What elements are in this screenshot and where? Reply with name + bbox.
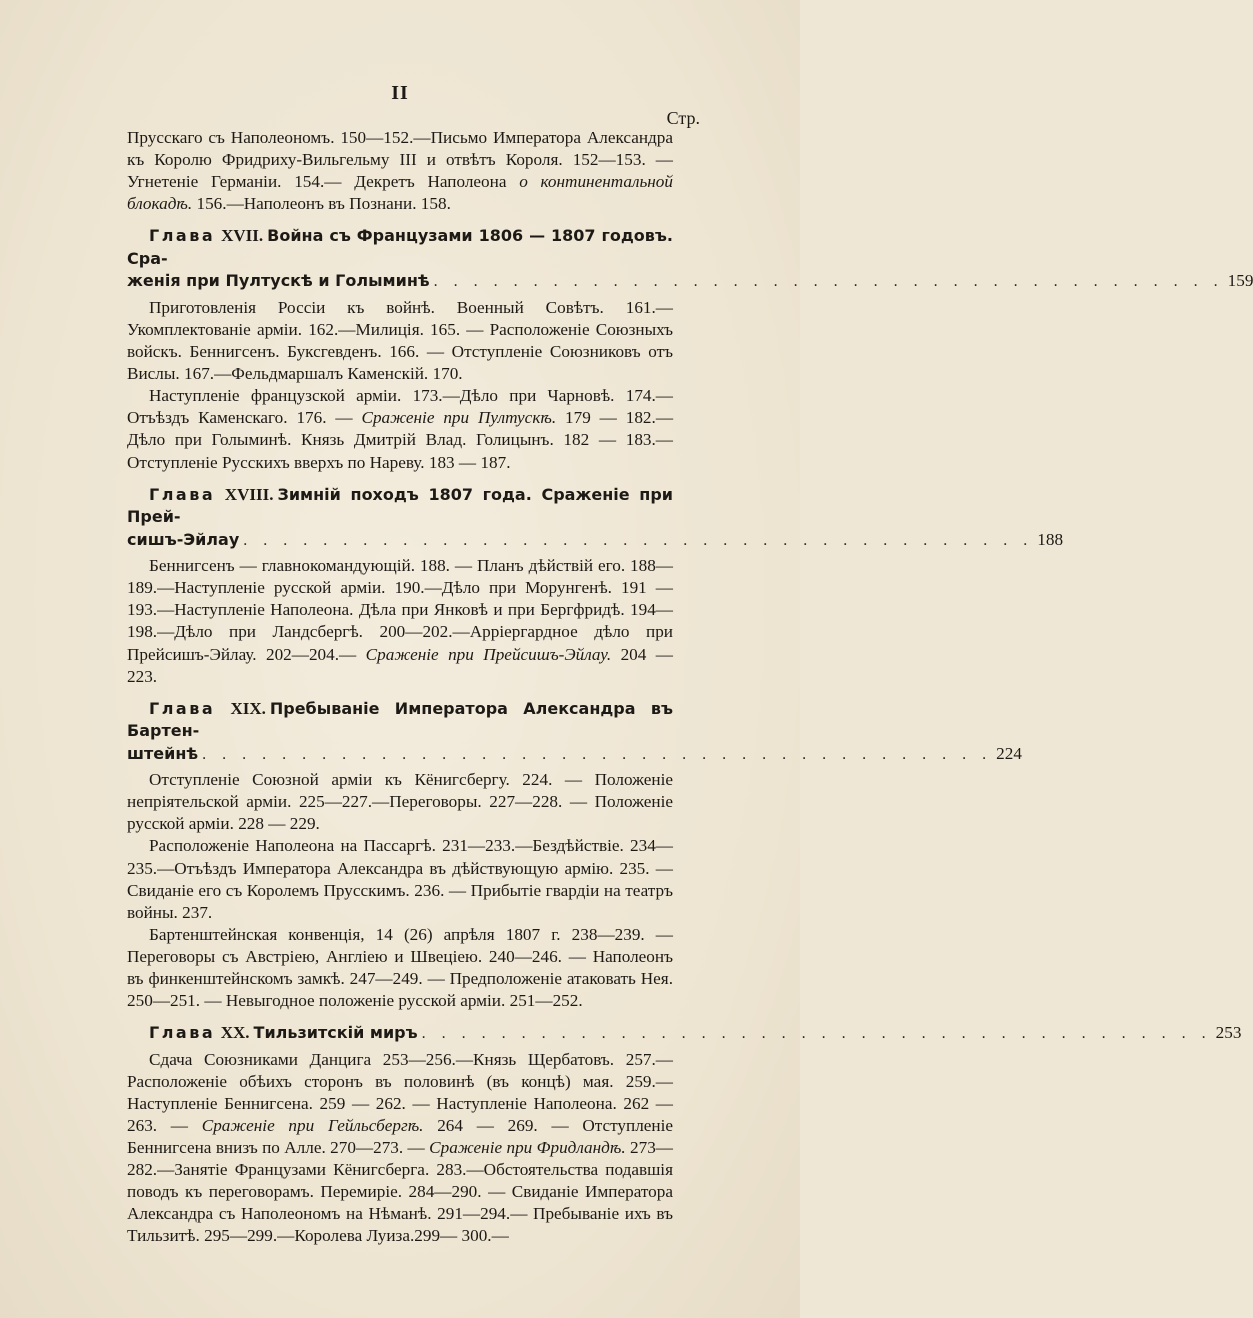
page-column-label: Стр.	[666, 108, 700, 128]
chapter-17-paragraph-2	[127, 385, 673, 473]
paragraph-text: Приготовленія Россіи къ войнѣ. Военный Совѣтъ. 161.—Укомплектованіе арміи. 162.—Милиція. 165. — Расположеніе Союзныхъ войскъ. Беннигсенъ. Буксгевденъ. 166. — Отступленіе Союзниковъ отъ Вислы. 167.—Фельдмаршалъ Каменскій. 170.	[127, 297, 673, 384]
chapter-title-tail-row	[127, 270, 1253, 294]
paragraph-text: 204 — 223.	[127, 644, 673, 686]
chapter-title-line1: Зимній походъ 1807 года. Сраженіе при Прей-	[127, 484, 673, 527]
chapter-title-line2: Тильзитскій миръ	[253, 1023, 418, 1043]
chapter-page-number: 253	[1215, 1023, 1242, 1043]
chapter-label: Глава	[149, 484, 216, 504]
chapter-page-number: 159	[1227, 271, 1253, 291]
chapter-page-number: 224	[996, 743, 1022, 763]
chapter-title-line1: Война съ Французами 1806 — 1807 годовъ. Сра-	[127, 226, 673, 268]
chapter-number: XVII.	[221, 226, 264, 246]
dot-leader: . . . . . . . . . . . . . . . . . . . . . . . . . . . . . . . . . . . . . . . .	[421, 1025, 1212, 1043]
paragraph-text: Отступленіе Союзной арміи къ Кёнигсбергу. 224. — Положеніе непріятельской арміи. 225—227.—Переговоры. 227—228. — Положеніе русской арміи. 228 — 229.	[127, 770, 673, 834]
dot-leader: . . . . . . . . . . . . . . . . . . . . . . . . . . . . . . . . . . . . . . . .	[202, 745, 993, 763]
battle-name-italic: Сраженіе при Гейльсбергѣ.	[201, 1116, 424, 1135]
chapter-20-paragraph-1	[127, 1049, 673, 1248]
chapter-heading-20	[127, 1022, 1242, 1046]
chapter-title-head	[127, 484, 673, 529]
chapter-page-number: 188	[1037, 529, 1064, 549]
chapter-title-head	[127, 698, 673, 743]
intro-paragraph	[127, 127, 673, 215]
paragraph-text: Бартенштейнская конвенція, 14 (26) апрѣля 1807 г. 238—239. — Переговоры съ Австріею, Англіею и Швеціею. 240—246. — Наполеонъ въ финкенштейнскомъ замкѣ. 247—249. — Предположеніе атаковать Нея. 250—251. — Невыгодное положеніе русской арміи. 251—252.	[127, 924, 673, 1011]
chapter-label: Глава	[149, 226, 216, 246]
paragraph-text: 179 — 182.— Дѣло при Голыминѣ. Князь Дмитрій Влад. Голицынъ. 182 — 183.— Отступленіе Русскихъ вверхъ по Нареву. 183 — 187.	[127, 408, 674, 472]
intro-italic-text: о континентальной блокадѣ.	[127, 172, 673, 214]
chapter-19-paragraph-3	[127, 924, 673, 1012]
chapter-number: XIX.	[230, 698, 266, 718]
intro-text-a: Прусскаго съ Наполеономъ. 150—152.—Письмо Императора Александра къ Королю Фридриху-Вильгельму III и отвѣтъ Короля. 152—153. — Угнетеніе Германіи. 154.— Декретъ Наполеона	[127, 128, 673, 192]
page-number: II	[391, 82, 409, 104]
dot-leader: . . . . . . . . . . . . . . . . . . . . . . . . . . . . . . . . . . . . . . . .	[433, 273, 1224, 291]
chapter-title-line	[127, 1022, 418, 1045]
chapter-number: XVIII.	[224, 484, 274, 504]
chapter-heading-19	[127, 698, 1022, 767]
dot-leader: . . . . . . . . . . . . . . . . . . . . . . . . . . . . . . . . . . . . . . . .	[243, 531, 1034, 549]
chapter-title-tail-row	[127, 529, 1064, 553]
chapter-label: Глава	[149, 698, 216, 718]
chapter-title-line1: Пребываніе Императора Александра въ Бартен-	[127, 698, 673, 741]
chapter-18-paragraph-1	[127, 555, 673, 688]
chapter-label: Глава	[149, 1023, 216, 1043]
paragraph-text: Наступленіе французской арміи. 173.—Дѣло при Чарновѣ. 174.— Отъѣздъ Каменскаго. 176. —	[127, 386, 673, 428]
chapter-19-paragraph-1	[127, 769, 673, 835]
chapter-title-head	[127, 225, 673, 270]
chapter-heading-17	[127, 225, 1253, 294]
chapter-17-paragraph-1	[127, 297, 673, 385]
paragraph-text: 264 — 269. — Отступленіе Беннигсена внизъ по Алле. 270—273. —	[127, 1116, 674, 1158]
paragraph-text: 273—282.—Занятіе Французами Кёнигсберга. 283.—Обстоятельства подавшія поводъ къ переговорамъ. Перемиріе. 284—290. — Свиданіе Императора Александра съ Наполеономъ на Нѣманѣ. 291—294.— Пребываніе ихъ въ Тильзитѣ. 295—299.—Королева Луиза.299— 300.—	[127, 1138, 673, 1246]
paragraph-text: Беннигсенъ — главнокомандующій. 188. — Планъ дѣйствій его. 188—189.—Наступленіе русской арміи. 190.—Дѣло при Морунгенѣ. 191 — 193.—Наступленіе Наполеона. Дѣла при Янковѣ и при Бергфридѣ. 194—198.—Дѣло при Ландсбергѣ. 200—202.—Арріергардное дѣло при Прейсишъ-Эйлау. 202—204.—	[127, 556, 673, 664]
chapter-title-line2: женія при Пултускѣ и Голыминѣ	[127, 271, 430, 291]
paragraph-text: Сдача Союзниками Данцига 253—256.—Князь Щербатовъ. 257.— Расположеніе обѣихъ сторонъ въ половинѣ (въ концѣ) мая. 259.— Наступленіе Беннигсена. 259 — 262. — Наступленіе Наполеона. 262 — 263. —	[127, 1049, 673, 1135]
table-of-contents	[127, 127, 1253, 1248]
chapter-heading-18	[127, 484, 1064, 553]
chapter-19-paragraph-2	[127, 835, 673, 923]
chapter-title-line2: сишъ-Эйлау	[127, 529, 240, 549]
battle-name-italic: Сраженіе при Пултускѣ.	[361, 408, 557, 428]
chapter-title-tail-row	[127, 1022, 1242, 1046]
intro-text-b: 156.—Наполеонъ въ Познани. 158.	[192, 194, 451, 214]
paragraph-text: Расположеніе Наполеона на Пассаргѣ. 231—233.—Бездѣйствіе. 234—235.—Отъѣздъ Императора Александра въ дѣйствующую армію. 235. — Свиданіе его съ Королемъ Прусскимъ. 236. — Прибытіе гвардіи на театръ войны. 237.	[127, 836, 673, 922]
chapter-number: XX.	[220, 1023, 250, 1043]
battle-name-italic: Сраженіе при Фридландѣ.	[429, 1138, 626, 1158]
battle-name-italic: Сраженіе при Прейсишъ-Эйлау.	[365, 644, 612, 664]
chapter-title-line2: штейнѣ	[127, 743, 199, 763]
chapter-title-tail-row	[127, 743, 1022, 767]
